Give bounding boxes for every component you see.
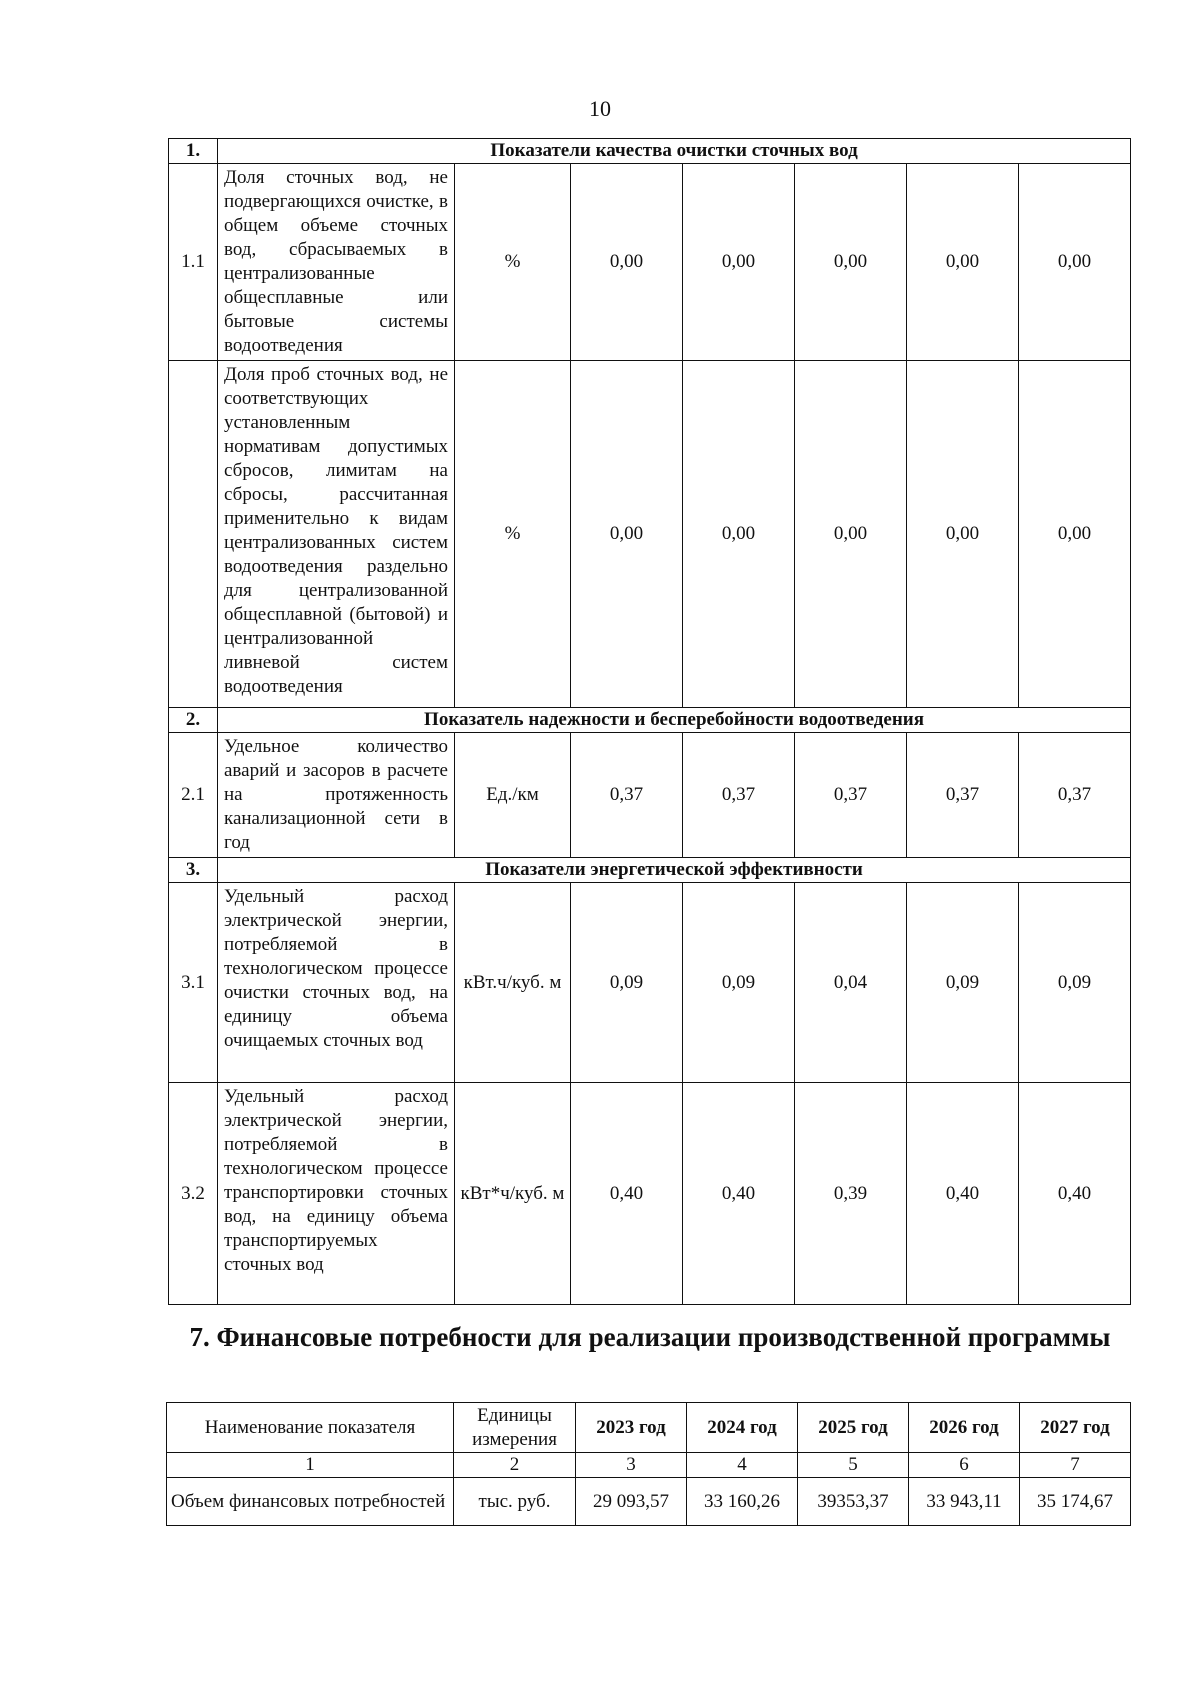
- column-header: 2027 год: [1020, 1403, 1131, 1453]
- indicator-unit: тыс. руб.: [454, 1478, 576, 1526]
- section-number: 2.: [169, 708, 218, 733]
- value-cell: 0,00: [683, 361, 795, 708]
- column-number: 2: [454, 1453, 576, 1478]
- indicator-name: Объем финансовых потребностей: [167, 1478, 454, 1526]
- value-cell: 0,40: [1019, 1083, 1131, 1305]
- value-cell: 0,00: [571, 361, 683, 708]
- row-number: 3.1: [169, 883, 218, 1083]
- value-cell: 33 943,11: [909, 1478, 1020, 1526]
- value-cell: 35 174,67: [1020, 1478, 1131, 1526]
- value-cell: 33 160,26: [687, 1478, 798, 1526]
- section-row-3: [169, 858, 1131, 883]
- column-header: 2023 год: [576, 1403, 687, 1453]
- value-cell: 0,37: [683, 733, 795, 858]
- section-number: 3.: [169, 858, 218, 883]
- indicator-name: Удельное количество аварий и засоров в расчете на протяженность канализационной сети в год: [218, 733, 455, 858]
- section-row-2: [169, 708, 1131, 733]
- column-header: 2024 год: [687, 1403, 798, 1453]
- table-row: [169, 361, 1131, 708]
- value-cell: 39353,37: [798, 1478, 909, 1526]
- value-cell: 0,00: [1019, 164, 1131, 361]
- row-number: 3.2: [169, 1083, 218, 1305]
- indicator-unit: %: [455, 361, 571, 708]
- value-cell: 0,00: [1019, 361, 1131, 708]
- column-header: Наименование показателя: [167, 1403, 454, 1453]
- value-cell: 0,09: [907, 883, 1019, 1083]
- indicator-unit: %: [455, 164, 571, 361]
- header-row: [167, 1403, 1131, 1453]
- page-number: 10: [589, 96, 611, 121]
- table-row: [167, 1478, 1131, 1526]
- indicator-unit: кВт.ч/куб. м: [455, 883, 571, 1083]
- table-row: [169, 164, 1131, 361]
- column-number: 5: [798, 1453, 909, 1478]
- value-cell: 0,37: [907, 733, 1019, 858]
- value-cell: 29 093,57: [576, 1478, 687, 1526]
- section-title: Показатель надежности и бесперебойности водоотведения: [218, 708, 1131, 733]
- row-number: [169, 361, 218, 708]
- finance-table: [166, 1402, 1131, 1526]
- column-number-row: [167, 1453, 1131, 1478]
- indicator-unit: Ед./км: [455, 733, 571, 858]
- value-cell: 0,09: [1019, 883, 1131, 1083]
- value-cell: 0,00: [907, 361, 1019, 708]
- value-cell: 0,40: [683, 1083, 795, 1305]
- value-cell: 0,39: [795, 1083, 907, 1305]
- column-number: 4: [687, 1453, 798, 1478]
- section-title: Показатели энергетической эффективности: [218, 858, 1131, 883]
- value-cell: 0,09: [683, 883, 795, 1083]
- table-row: [169, 733, 1131, 858]
- value-cell: 0,00: [795, 361, 907, 708]
- row-number: 2.1: [169, 733, 218, 858]
- value-cell: 0,40: [571, 1083, 683, 1305]
- column-header: Единицы измерения: [454, 1403, 576, 1453]
- column-header: 2025 год: [798, 1403, 909, 1453]
- row-number: 1.1: [169, 164, 218, 361]
- table-row: [169, 883, 1131, 1083]
- value-cell: 0,04: [795, 883, 907, 1083]
- value-cell: 0,37: [571, 733, 683, 858]
- column-number: 1: [167, 1453, 454, 1478]
- value-cell: 0,09: [571, 883, 683, 1083]
- indicator-name: Доля сточных вод, не подвергающихся очистке, в общем объеме сточных вод, сбрасываемых в централизованные общесплавные или бытовые системы водоотведения: [218, 164, 455, 361]
- column-header: 2026 год: [909, 1403, 1020, 1453]
- section-title: Показатели качества очистки сточных вод: [218, 139, 1131, 164]
- value-cell: 0,00: [795, 164, 907, 361]
- table-row: [169, 1083, 1131, 1305]
- value-cell: 0,00: [571, 164, 683, 361]
- indicator-unit: кВт*ч/куб. м: [455, 1083, 571, 1305]
- indicator-name: Доля проб сточных вод, не соответствующих установленным нормативам допустимых сбросов, лимитам на сбросы, рассчитанная применительно к видам централизованных систем водоотведения раздельно для централизованной общесплавной (бытовой) и централизованной ливневой систем водоотведения: [218, 361, 455, 708]
- value-cell: 0,00: [683, 164, 795, 361]
- section-number: 1.: [169, 139, 218, 164]
- section-7-heading: 7. Финансовые потребности для реализации производственной программы: [189, 1322, 1111, 1352]
- column-number: 6: [909, 1453, 1020, 1478]
- value-cell: 0,40: [907, 1083, 1019, 1305]
- value-cell: 0,37: [795, 733, 907, 858]
- indicator-name: Удельный расход электрической энергии, потребляемой в технологическом процессе очистки сточных вод, на единицу объема очищаемых сточных вод: [218, 883, 455, 1083]
- indicator-name: Удельный расход электрической энергии, потребляемой в технологическом процессе транспортировки сточных вод, на единицу объема транспортируемых сточных вод: [218, 1083, 455, 1305]
- value-cell: 0,00: [907, 164, 1019, 361]
- value-cell: 0,37: [1019, 733, 1131, 858]
- column-number: 3: [576, 1453, 687, 1478]
- column-number: 7: [1020, 1453, 1131, 1478]
- section-row-1: [169, 139, 1131, 164]
- indicators-table: [168, 138, 1131, 1305]
